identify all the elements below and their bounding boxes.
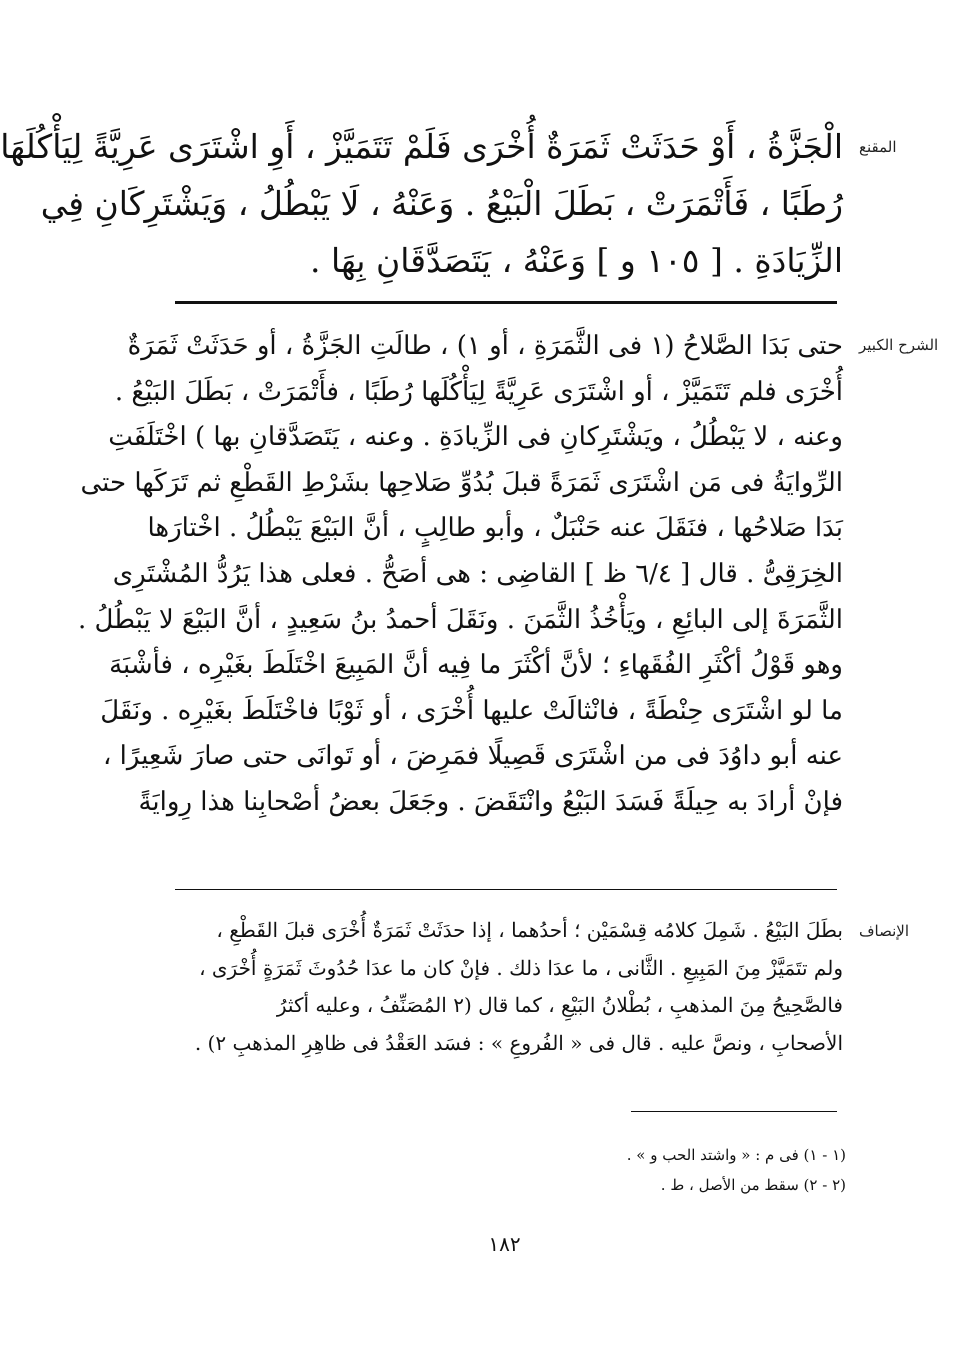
muqni-line: رُطَبًا ، فَأَتْمَرَتْ ، بَطَلَ الْبَيْعُ . وَعَنْهُ ، لَا يَبْطُلُ ، وَيَشْتَرِكَانِ فِي	[40, 184, 843, 223]
muqni-text-block	[0, 118, 843, 289]
insaf-line: بطَلَ البَيْعُ . شَمِلَ كلامُه قِسْمَيْن ؛ أحدُهما ، إذا حدَثَتْ ثَمَرَةٌ أُخْرَى قبلَ القَطْعِ ،	[216, 918, 843, 942]
footnote: (٢ - ٢) سقط من الأصل ، ط .	[660, 1176, 846, 1194]
insaf-line: فالصَّحِيحُ مِنَ المذهبِ ، بُطْلانُ البَيْعِ ، كما قال (٢ المُصَنِّفُ ، وعليه أكثرُ	[276, 993, 843, 1017]
sharh-line: فإنْ أرادَ به حِيلَةً فَسَدَ البَيْعُ وانْتَقَضَ . وجَعَلَ بعضُ أصْحابِنا هذا رِوايَةً	[138, 786, 843, 817]
sharh-line: بَدَا صَلاحُها ، فنَقَلَ عنه حَنْبَلٌ ، وأبو طالِبٍ ، أنَّ البَيْعَ يَبْطُلُ . اخْتارَها	[147, 513, 843, 544]
footnotes	[346, 1140, 846, 1200]
page-number: ١٨٢	[488, 1232, 521, 1256]
sharh-line: وعنه ، لا يَبْطُلُ ، ويَشْتَرِكانِ فى الزِّيادَةِ . وعنه ، يَتَصَدَّقانِ بها ) اخْتَلَفَتِ	[108, 422, 843, 453]
sharh-line: أُخْرَى فلم تَتَمَيَّزْ ، أو اشْتَرَى عَرِيَّةً لِيَأْكُلَها رُطَبًا ، فأَتْمَرَتْ ، بَطَلَ البَيْعُ .	[114, 376, 843, 407]
sharh-line: وهو قَوْلُ أكْثَرِ الفُقَهاءِ ؛ لأنَّ أكْثَرَ ما فِيه أنَّ المَبِيعَ اخْتَلَطَ بغَيْرِه ، فأشْبَهَ	[109, 650, 843, 681]
section-divider-thick	[175, 301, 837, 304]
sharh-line: الثَّمَرَةَ إلى البائِعِ ، ويَأْخُذُ الثَّمَنَ . ونَقَلَ أحمدُ بنُ سَعِيدٍ ، أنَّ البَيْعَ لا يَبْطُلُ .	[78, 604, 843, 635]
muqni-line: الزِّيَادَةِ . [ ١٠٥ و ] وَعَنْهُ ، يَتَصَدَّقَانِ بِهَا .	[310, 241, 843, 280]
sharh-line: حتى بَدَا الصَّلاحُ (١ فى الثَّمَرَةِ ، أو ١) ، طالَتِ الجَزَّةُ ، أو حَدَثَتْ ثَمَرَةٌ	[127, 331, 843, 361]
insaf-line: ولم تتَمَيَّزْ مِنَ المَبِيعِ . الثَّانى ، ما عدَا ذلك . فإنْ كان ما عدَا حُدُوثَ ثَمَرَةٍ أُخْرَى ،	[199, 955, 843, 980]
section-label-muqni: المقنع	[859, 138, 897, 156]
sharh-text-block	[78, 324, 843, 826]
section-label-insaf: الإنصاف	[859, 922, 910, 940]
section-divider-thin	[175, 889, 837, 890]
footnote: (١ - ١) فى م : « واشتد الحب و » .	[626, 1146, 846, 1164]
sharh-line: ما لو اشْتَرَى حِنْطَةً ، فانْثالَتْ عليها أُخْرَى ، أو ثَوْبًا فاخْتَلَطَ بغَيْرِه . ونَقَلَ	[100, 695, 843, 726]
sharh-line: الرِّوايَةُ فى مَن اشْتَرَى ثَمَرَةً قبلَ بُدُوِّ صَلاحِها بشَرْطِ القَطْعِ ثم تَرَكَها حتى	[80, 467, 843, 498]
sharh-line: عنه أبو داوُدَ فى من اشْتَرَى قَصِيلًا فمَرِضَ ، أو تَوانَى حتى صارَ شَعِيرًا ،	[102, 741, 843, 772]
footnote-separator	[631, 1111, 837, 1112]
section-label-sharh: الشرح الكبير	[859, 336, 939, 354]
sharh-line: الخِرَقِىُّ . قال [ ٦/٤ ظ ] القاضِى : هى أصَحُّ . فعلى هذا يَرُدُّ المُشْتَرِى	[112, 558, 843, 589]
muqni-line: الْجَزَّةُ ، أَوْ حَدَثَتْ ثَمَرَةٌ أُخْرَى فَلَمْ تَتَمَيَّزْ ، أَوِ اشْتَرَى عَرِيَّةً لِيَأْكُلَهَا	[0, 127, 843, 166]
insaf-text-block	[163, 912, 843, 1062]
insaf-line: الأصحابِ ، ونصَّ عليه . قال فى « الفُروعِ » : فسَد العَقْدُ فى ظاهِرِ المذهبِ ٢) .	[194, 1030, 843, 1055]
